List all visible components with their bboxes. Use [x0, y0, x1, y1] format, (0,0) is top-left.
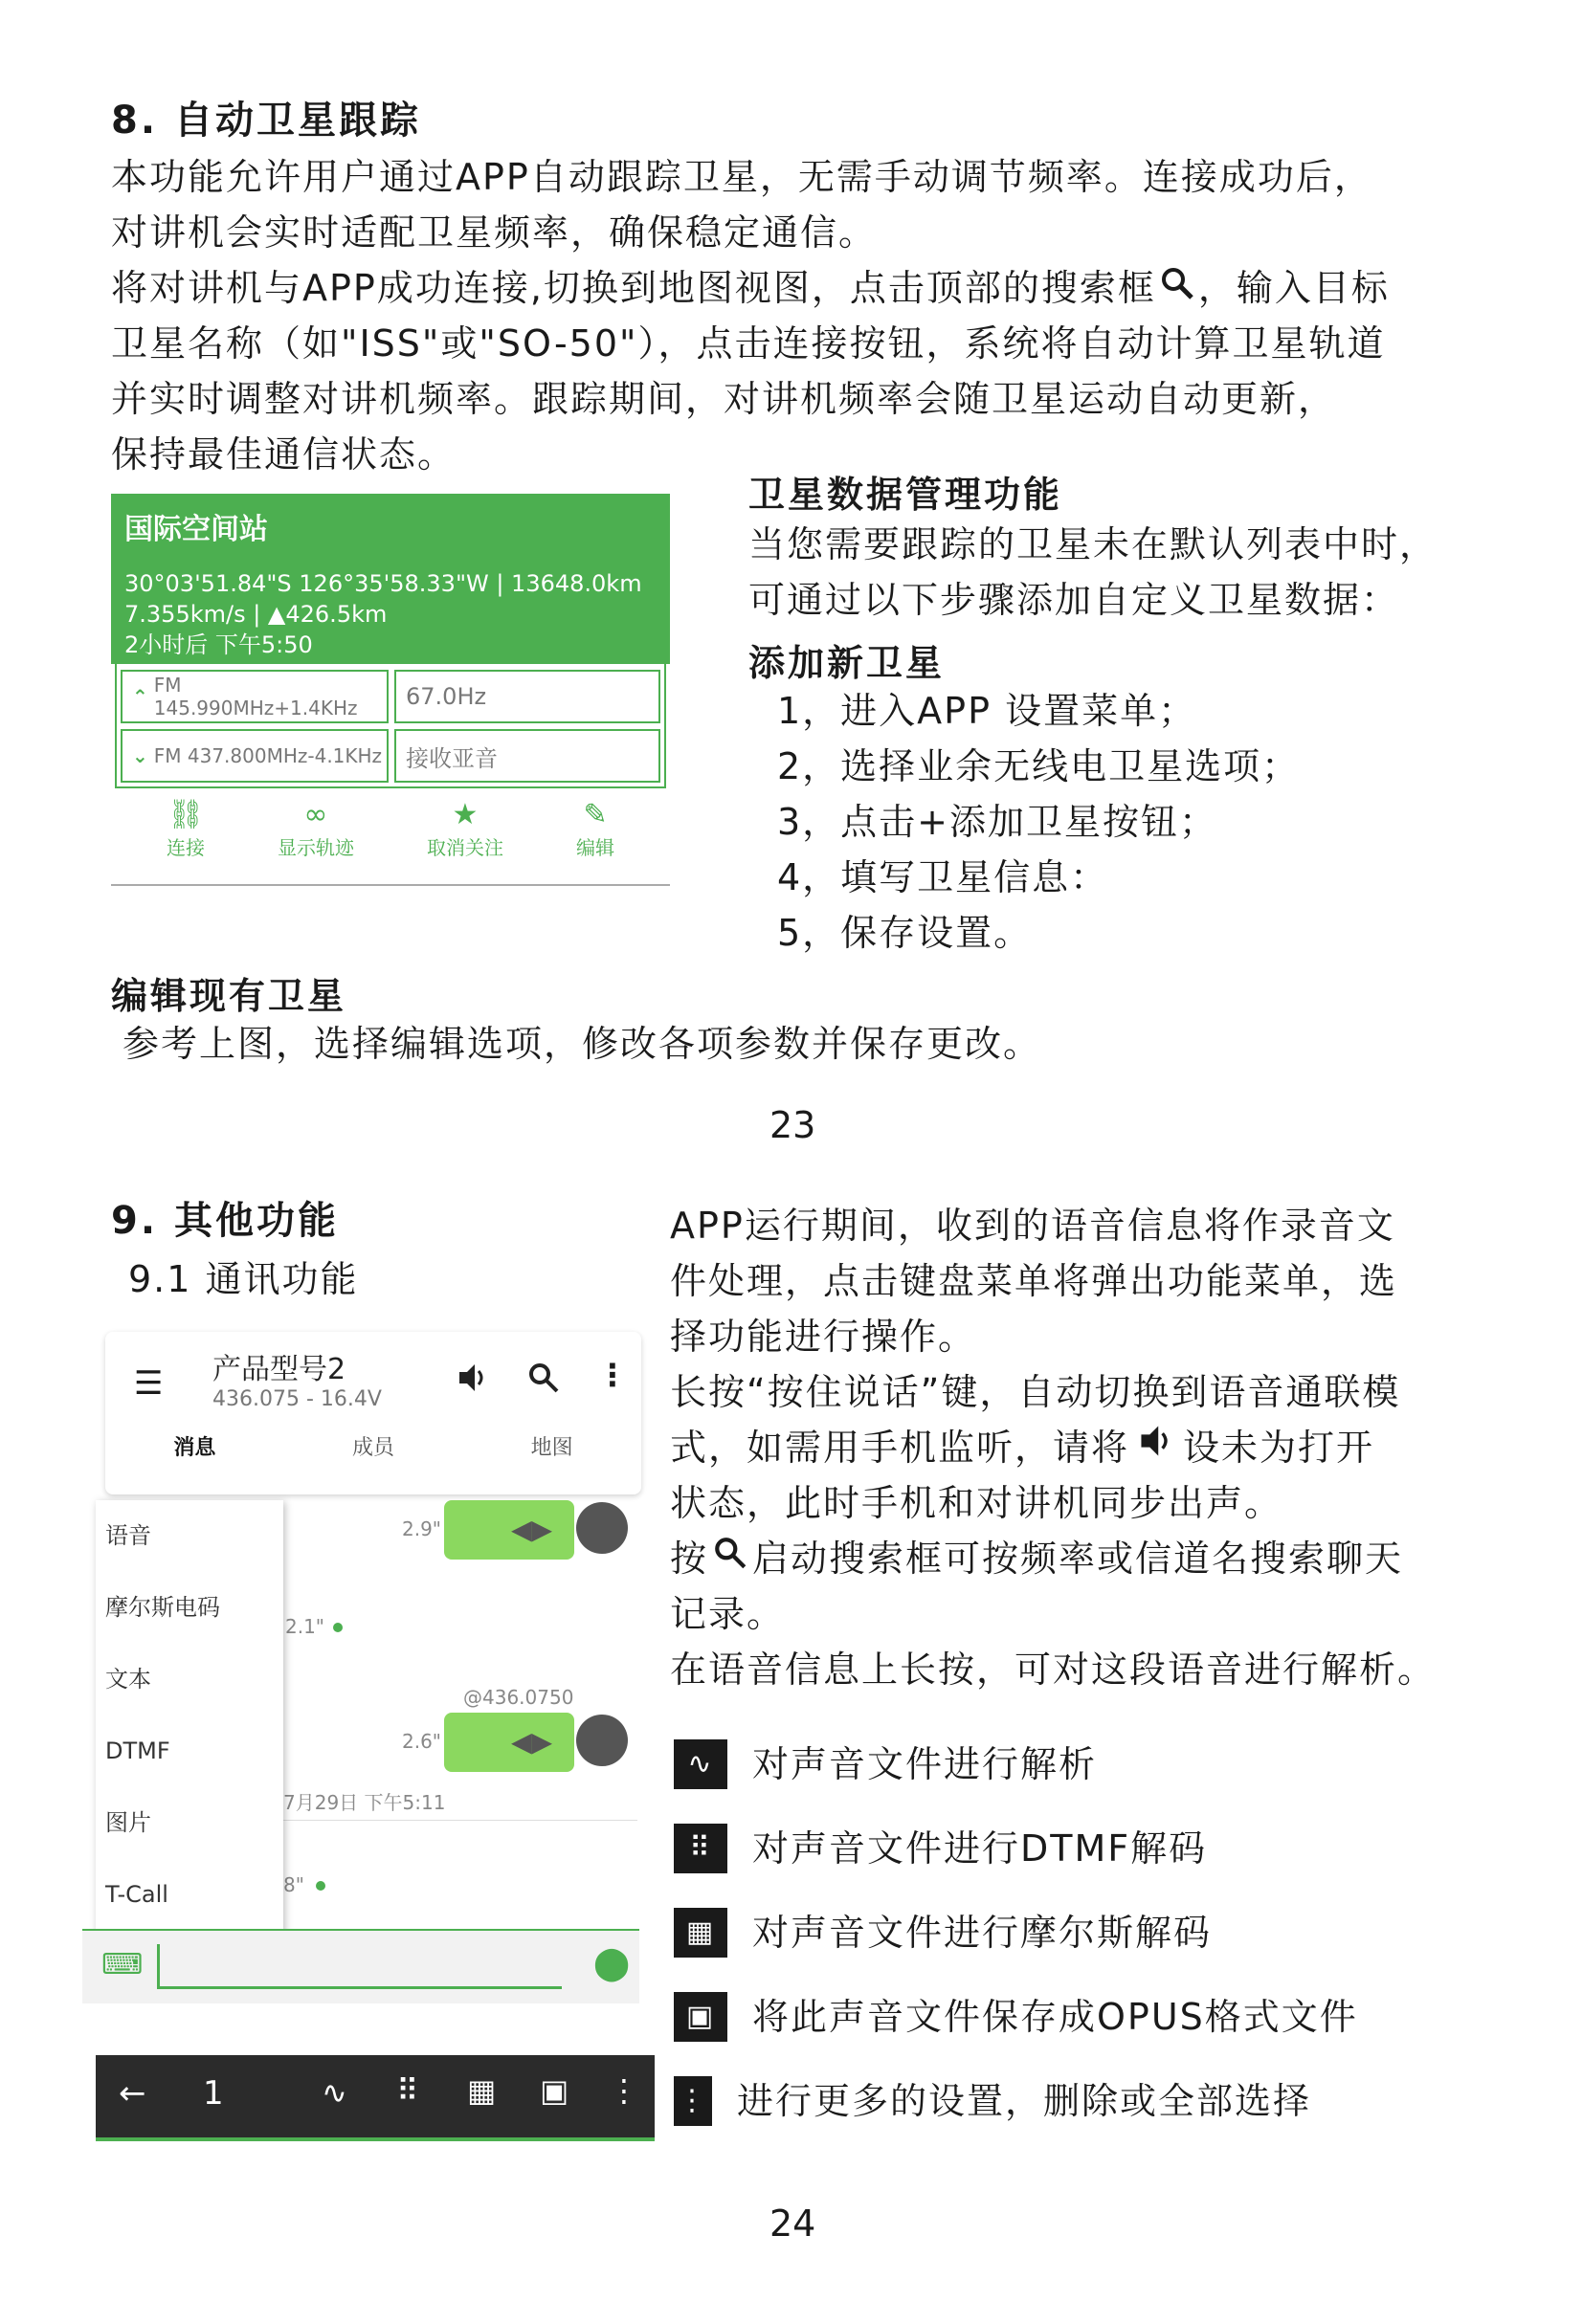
selection-toolbar [96, 2055, 655, 2141]
list-item: 5，保存设置。 [777, 912, 1033, 954]
speaker-icon[interactable] [456, 1361, 490, 1399]
legend-row: ∿ 对声音文件进行解析 [674, 1722, 1535, 1806]
uplink-frequency: ⌃ FM 145.990MHz+1.4KHz [121, 670, 389, 723]
downlink-tone[interactable]: 接收亚音 [394, 729, 660, 783]
intro-paragraph [111, 149, 1527, 482]
intro-line: 对讲机会实时适配卫星频率，确保稳定通信。 [111, 211, 878, 254]
dialpad-icon[interactable]: ⠿ [396, 2072, 419, 2109]
message-duration: 2.6" [402, 1730, 442, 1753]
save-icon: ▣ [674, 1992, 727, 2042]
satellite-card-header [111, 494, 670, 664]
legend-row: ⠿ 对声音文件进行DTMF解码 [674, 1806, 1535, 1891]
avatar [576, 1502, 628, 1554]
star-icon: ★ [452, 798, 479, 831]
menu-item-image[interactable]: 图片 [105, 1809, 151, 1836]
frequency-panel [115, 664, 666, 788]
subsection-heading-communication: 9.1 通讯功能 [128, 1258, 359, 1300]
keyboard-icon[interactable]: ▦ [467, 2072, 497, 2109]
play-audio-icon: ◀▶ [511, 1514, 553, 1545]
legend-row: ▦ 对声音文件进行摩尔斯解码 [674, 1891, 1535, 1975]
section-heading-other-functions: 9. 其他功能 [111, 1199, 339, 1243]
uplink-tone[interactable]: 67.0Hz [394, 670, 660, 723]
menu-item-tcall[interactable]: T-Call [105, 1881, 168, 1908]
waveform-icon: ∿ [674, 1739, 727, 1789]
satellite-card [111, 494, 670, 886]
intro-line: 保持最佳通信状态。 [111, 433, 457, 476]
more-vert-icon[interactable]: ⋮ [609, 2072, 639, 2109]
selected-count: 1 [203, 2074, 224, 2113]
location-pin-icon[interactable]: ⬤ [593, 1944, 631, 1982]
function-menu [96, 1500, 283, 1935]
legend-row: ⋮ 进行更多的设置，删除或全部选择 [674, 2059, 1535, 2143]
avatar [576, 1715, 628, 1766]
satellite-coords: 30°03'51.84"S 126°35'58.33"W | 13648.0km [124, 570, 642, 597]
satellite-speed: 7.355km/s | ▲426.5km [124, 601, 388, 628]
more-vert-icon: ⋮ [674, 2076, 712, 2126]
save-icon[interactable]: ▣ [540, 2072, 569, 2109]
link-icon: ⛓ [167, 798, 205, 831]
tab-messages[interactable]: 消息 [173, 1436, 216, 1460]
message-duration: 8" [283, 1873, 304, 1896]
intro-line: 卫星名称（如"ISS"或"SO-50"），点击连接按钮，系统将自动计算卫星轨道 [111, 322, 1386, 365]
edit-icon: ✎ [583, 798, 608, 831]
connect-button[interactable]: ⛓ 连接 [167, 798, 205, 859]
keyboard-icon[interactable]: ⌨ [101, 1948, 144, 1981]
voice-message-bubble[interactable] [444, 1500, 574, 1560]
divider [283, 1820, 637, 1821]
add-satellite-heading: 添加新卫星 [748, 642, 946, 684]
waveform-icon[interactable]: ∿ [322, 2074, 347, 2111]
chat-screenshot [96, 1328, 643, 1998]
play-audio-icon: ◀▶ [511, 1726, 553, 1758]
chat-tabs [105, 1431, 641, 1461]
speaker-icon [1137, 1420, 1175, 1475]
tab-members[interactable]: 成员 [351, 1436, 394, 1460]
chevron-up-icon: ⌃ [132, 685, 148, 708]
edit-satellite-text: 参考上图，选择编辑选项，修改各项参数并保存更改。 [123, 1023, 1042, 1065]
intro-line: 将对讲机与APP成功连接,切换到地图视图，点击顶部的搜索框 ，输入目标 [111, 260, 1527, 316]
dialpad-icon: ⠿ [674, 1824, 727, 1873]
hamburger-menu-icon[interactable]: ☰ [134, 1364, 164, 1403]
communication-description: APP运行期间，收到的语音信息将作录音文 件处理，点击键盘菜单将弹出功能菜单，选 择功能进行操作。 长按“按住说话”键，自动切换到语音通联模 式，如需用手机监听，请将 设未为打开 状态，此时手机和对讲机同步出声。 按 启动搜索框可按频率或信道名搜索聊天 记录。 在语音信息上长按，可对这段语音进行解析。 [670, 1205, 1437, 1691]
search-icon [712, 1531, 748, 1586]
show-orbit-button[interactable]: ∞ 显示轨迹 [278, 798, 354, 859]
unfollow-button[interactable]: ★ 取消关注 [427, 798, 503, 859]
chevron-down-icon: ⌄ [132, 744, 148, 767]
downlink-row [121, 729, 660, 783]
edit-button[interactable]: ✎ 编辑 [576, 798, 614, 859]
mgmt-heading: 卫星数据管理功能 [748, 474, 1063, 516]
message-input[interactable] [157, 1944, 562, 1989]
icon-legend [674, 1722, 1535, 2143]
intro-line: 并实时调整对讲机频率。跟踪期间，对讲机频率会随卫星运动自动更新， [111, 378, 1337, 420]
satellite-pass-time: 2小时后 下午5:50 [124, 631, 313, 658]
message-duration: 2.1" [285, 1615, 325, 1638]
edit-satellite-heading: 编辑现有卫星 [111, 975, 347, 1017]
voice-message-bubble[interactable] [444, 1713, 574, 1772]
menu-item-voice[interactable]: 语音 [105, 1522, 151, 1549]
device-frequency: 436.075 - 16.4V [212, 1387, 382, 1411]
page-number: 23 [769, 1104, 816, 1146]
card-divider [111, 884, 670, 886]
add-steps-list [777, 683, 1524, 961]
page-number: 24 [769, 2202, 816, 2245]
menu-item-text[interactable]: 文本 [105, 1666, 151, 1693]
back-arrow-icon[interactable]: ← [119, 2074, 146, 2113]
legend-row: ▣ 将此声音文件保存成OPUS格式文件 [674, 1975, 1535, 2059]
list-item: 3，点击+添加卫星按钮； [777, 801, 1218, 843]
chat-header [105, 1332, 641, 1494]
list-item: 2，选择业余无线电卫星选项； [777, 745, 1301, 787]
sender-name: @436.0750 [463, 1686, 574, 1709]
menu-item-morse[interactable]: 摩尔斯电码 [105, 1594, 220, 1621]
section-heading-satellite-tracking: 8. 自动卫星跟踪 [111, 99, 421, 143]
search-icon[interactable] [526, 1361, 561, 1399]
list-item: 4，填写卫星信息： [777, 856, 1109, 898]
orbit-icon: ∞ [303, 798, 328, 831]
message-timestamp: 7月29日 下午5:11 [283, 1791, 446, 1814]
downlink-frequency: ⌄ FM 437.800MHz-4.1KHz [121, 729, 389, 783]
unread-dot [316, 1881, 325, 1891]
message-duration: 2.9" [402, 1517, 442, 1540]
tab-map[interactable]: 地图 [530, 1436, 573, 1460]
card-actions [111, 798, 670, 860]
menu-item-dtmf[interactable]: DTMF [105, 1737, 170, 1764]
search-icon [1160, 260, 1194, 316]
satellite-name: 国际空间站 [124, 513, 268, 546]
input-bar [82, 1929, 639, 2003]
device-model: 产品型号2 [212, 1353, 346, 1386]
keyboard-icon: ▦ [674, 1908, 727, 1958]
more-vert-icon[interactable]: ⋮ [597, 1357, 628, 1393]
uplink-row [121, 670, 660, 723]
mgmt-paragraph: 当您需要跟踪的卫星未在默认列表中时， 可通过以下步骤添加自定义卫星数据： [748, 523, 1438, 621]
list-item: 1，进入APP 设置菜单； [777, 690, 1197, 732]
intro-line: 本功能允许用户通过APP自动跟踪卫星，无需手动调节频率。连接成功后， [111, 156, 1372, 198]
unread-dot [333, 1623, 343, 1632]
